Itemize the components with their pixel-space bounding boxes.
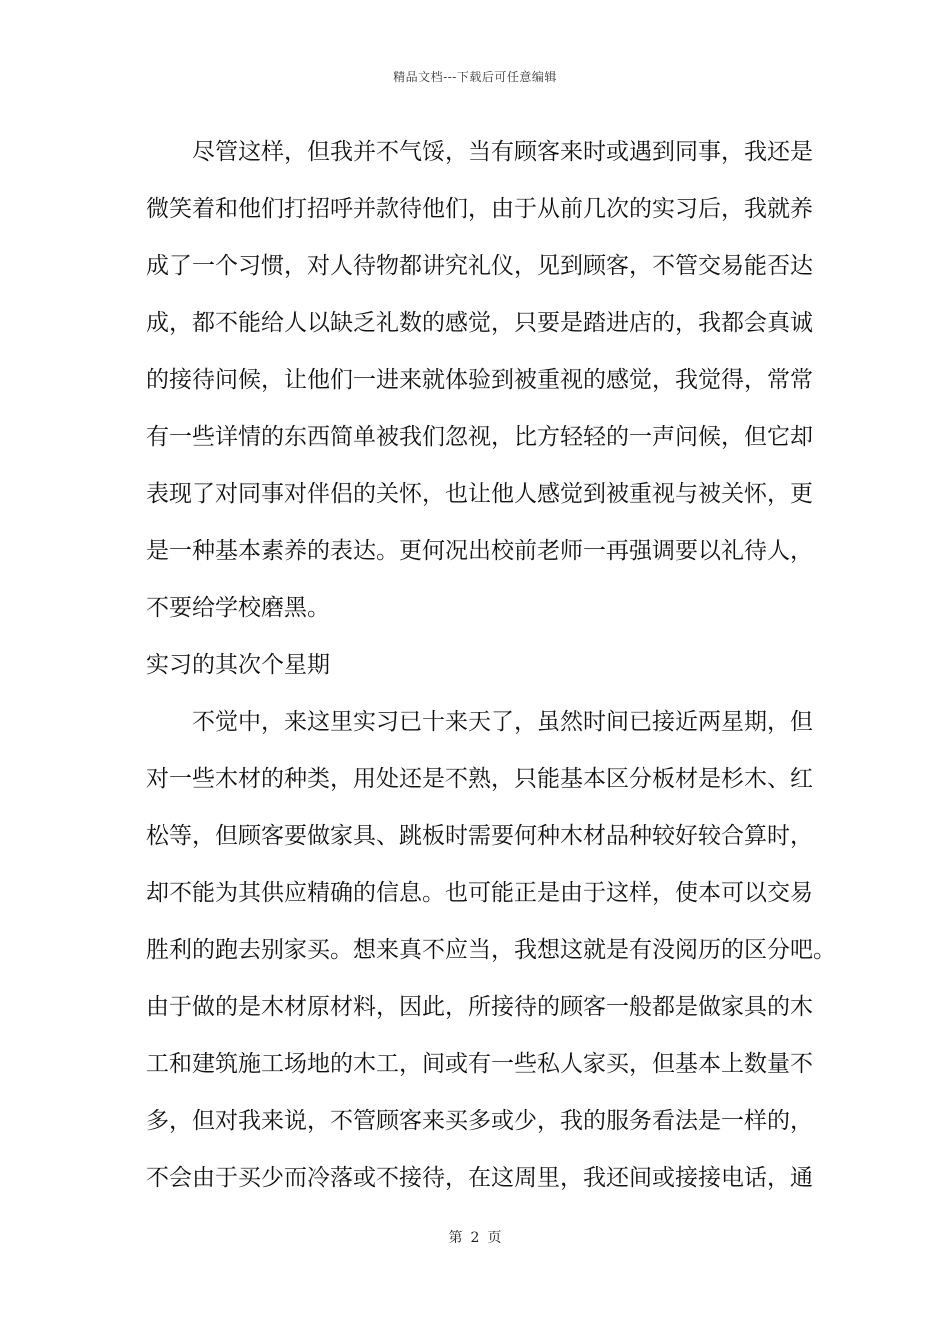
section-heading: 实习的其次个星期	[146, 652, 330, 678]
paragraph-line: 对一些木材的种类，用处还是不熟，只能基本区分板材是杉木、红	[146, 766, 813, 792]
paragraph-line: 是一种基本素养的表达。更何况出校前老师一再强调要以礼待人，	[146, 538, 813, 564]
page-header: 精品文档---下载后可任意编辑	[393, 70, 557, 84]
paragraph-line: 工和建筑施工场地的木工，间或有一些私人家买，但基本上数量不	[146, 1051, 813, 1077]
paragraph-line: 松等，但顾客要做家具、跳板时需要何种木材品种较好较合算时，	[146, 823, 813, 849]
paragraph-line: 有一些详情的东西简单被我们忽视，比方轻轻的一声问候，但它却	[146, 424, 813, 450]
page-number: 2	[470, 1230, 480, 1246]
paragraph-line: 胜利的跑去别家买。想来真不应当，我想这就是有没阅历的区分吧。	[146, 937, 836, 963]
paragraph-line: 却不能为其供应精确的信息。也可能正是由于这样，使本可以交易	[146, 880, 813, 906]
paragraph-line: 不觉中，来这里实习已十来天了，虽然时间已接近两星期，但	[192, 709, 813, 735]
paragraph-line: 成了一个习惯，对人待物都讲究礼仪，见到顾客，不管交易能否达	[146, 253, 813, 279]
page-number-suffix: 页	[487, 1230, 502, 1246]
paragraph-line: 由于做的是木材原材料，因此，所接待的顾客一般都是做家具的木	[146, 994, 813, 1020]
page-footer	[0, 1227, 950, 1247]
paragraph-line: 微笑着和他们打招呼并款待他们，由于从前几次的实习后，我就养	[146, 196, 813, 222]
paragraph-line: 表现了对同事对伴侣的关怀，也让他人感觉到被重视与被关怀，更	[146, 481, 813, 507]
paragraph-line: 不会由于买少而冷落或不接待，在这周里，我还间或接接电话，通	[146, 1165, 813, 1191]
paragraph-line: 成，都不能给人以缺乏礼数的感觉，只要是踏进店的，我都会真诚	[146, 310, 813, 336]
paragraph-line: 尽管这样，但我并不气馁，当有顾客来时或遇到同事，我还是	[192, 139, 813, 165]
paragraph-line: 的接待问候，让他们一进来就体验到被重视的感觉，我觉得，常常	[146, 367, 813, 393]
page-number-prefix: 第	[448, 1230, 463, 1246]
paragraph-line: 不要给学校磨黑。	[146, 595, 330, 621]
paragraph-line: 多，但对我来说，不管顾客来买多或少，我的服务看法是一样的，	[146, 1108, 813, 1134]
